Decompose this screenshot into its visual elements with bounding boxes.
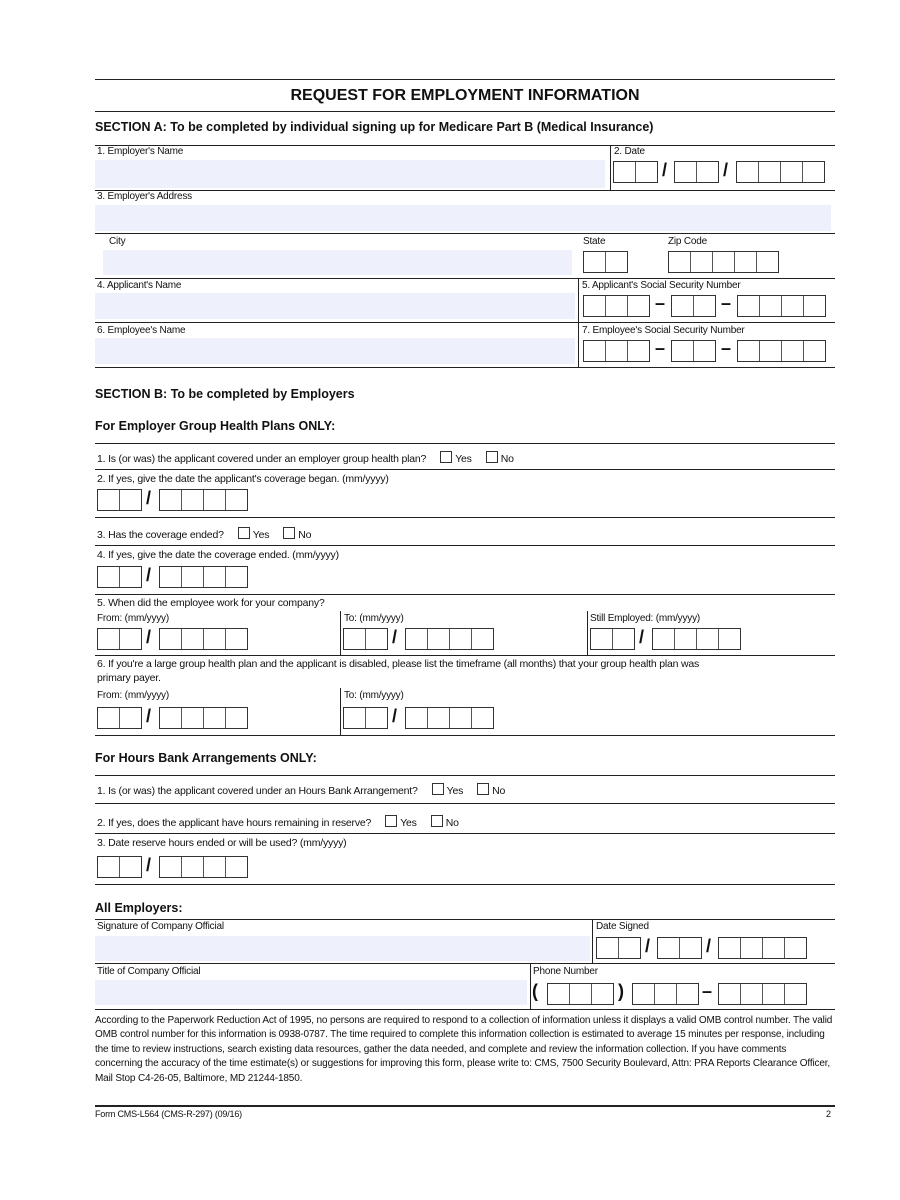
divider [95,655,835,656]
question-6-line1: 6. If you're a large group health plan and the applicant is disabled, please list the timeframe (all months) that your group health plan was [97,658,700,670]
divider [95,190,835,191]
digit-box[interactable] [719,984,741,1004]
digit-box[interactable] [160,708,182,728]
no-checkbox[interactable] [431,815,443,827]
digit-box[interactable] [669,252,691,272]
digit-box[interactable] [98,567,120,587]
applicant-ssn-part2[interactable] [671,295,716,317]
work-to-year[interactable] [405,628,494,650]
employee-name-label: 6. Employee's Name [97,325,186,336]
digit-box[interactable] [98,629,120,649]
page-title: REQUEST FOR EMPLOYMENT INFORMATION [290,87,640,104]
slash: / [392,706,398,726]
digit-box[interactable] [655,984,677,1004]
from-label: From: (mm/yyyy) [97,613,169,624]
primary-to-year[interactable] [405,707,494,729]
digit-box[interactable] [450,629,472,649]
digit-box[interactable] [719,629,740,649]
phone-line[interactable] [718,983,807,1005]
digit-box[interactable] [737,162,759,182]
slash: / [706,936,712,956]
digit-box[interactable] [597,938,619,958]
date-day-boxes[interactable] [674,161,719,183]
digit-box[interactable] [204,629,226,649]
yes-checkbox[interactable] [385,815,397,827]
yes-label: Yes [400,817,417,829]
digit-box[interactable] [226,567,247,587]
signature-field[interactable] [95,936,590,961]
digit-box[interactable] [781,162,803,182]
digit-box[interactable] [366,708,387,728]
digit-box[interactable] [741,938,763,958]
digit-box[interactable] [760,296,782,316]
section-desc: To be completed by Employers [170,387,355,401]
question-text: 1. Is (or was) the applicant covered under an employer group health plan? [97,453,427,465]
digit-box[interactable] [658,938,680,958]
primary-from-year[interactable] [159,707,248,729]
city-field[interactable] [103,250,572,275]
slash: / [146,627,152,647]
digit-box[interactable] [694,296,715,316]
employee-name-field[interactable] [95,338,575,364]
question-2: 2. If yes, give the date the applicant's coverage began. (mm/yyyy) [97,473,389,485]
digit-box[interactable] [226,708,247,728]
digit-box[interactable] [120,567,141,587]
digit-box[interactable] [182,629,204,649]
question-4: 4. If yes, give the date the coverage ended. (mm/yyyy) [97,549,339,561]
digit-box[interactable] [120,857,141,877]
state-label: State [583,236,606,247]
yes-checkbox[interactable] [440,451,452,463]
digit-box[interactable] [98,857,120,877]
all-employers-heading: All Employers: [95,901,183,915]
to-label: To: (mm/yyyy) [344,613,404,624]
question-text: 1. Is (or was) the applicant covered under an Hours Bank Arrangement? [97,785,418,797]
digit-box[interactable] [675,162,697,182]
employer-name-label: 1. Employer's Name [97,146,184,157]
digit-box[interactable] [472,629,493,649]
digit-box[interactable] [619,938,640,958]
applicant-ssn-label: 5. Applicant's Social Security Number [582,280,741,291]
digit-box[interactable] [680,938,701,958]
date-signed-label: Date Signed [596,921,649,932]
digit-box[interactable] [406,708,428,728]
title-official-field[interactable] [95,980,527,1005]
employee-ssn-label: 7. Employee's Social Security Number [582,325,745,336]
date-year-boxes[interactable] [736,161,825,183]
digit-box[interactable] [636,162,657,182]
slash: / [146,565,152,585]
digit-box[interactable] [697,629,719,649]
work-from-month[interactable] [97,628,142,650]
digit-box[interactable] [570,984,592,1004]
divider [95,322,835,323]
no-label: No [298,529,312,541]
digit-box[interactable] [182,708,204,728]
digit-box[interactable] [691,252,713,272]
digit-box[interactable] [738,296,760,316]
digit-box[interactable] [160,490,182,510]
digit-box[interactable] [344,629,366,649]
question-1 [97,451,514,465]
divider [95,775,835,776]
divider [95,545,835,546]
digit-box[interactable] [760,341,782,361]
divider [95,1105,835,1107]
digit-box[interactable] [472,708,493,728]
digit-box[interactable] [182,567,204,587]
applicant-ssn-part3[interactable] [737,295,826,317]
digit-box[interactable] [653,629,675,649]
divider [340,688,341,735]
digit-box[interactable] [628,341,649,361]
digit-box[interactable] [98,708,120,728]
divider [610,145,611,190]
dash: – [655,338,666,358]
employer-address-field[interactable] [95,205,831,231]
digit-box[interactable] [548,984,570,1004]
still-employed-year[interactable] [652,628,741,650]
employer-name-field[interactable] [95,160,605,188]
divider [592,919,593,963]
slash: / [392,627,398,647]
divider [95,517,835,518]
no-checkbox[interactable] [477,783,489,795]
city-label: City [109,236,126,247]
digit-box[interactable] [614,162,636,182]
divider [95,919,835,920]
digit-box[interactable] [226,629,247,649]
phone-area-code[interactable] [547,983,614,1005]
reserve-month[interactable] [97,856,142,878]
no-label: No [500,453,514,465]
divider [95,367,835,368]
section-a-heading [95,120,653,134]
primary-from-month[interactable] [97,707,142,729]
digit-box[interactable] [759,162,781,182]
digit-box[interactable] [182,490,204,510]
no-label: No [445,817,459,829]
phone-label: Phone Number [533,966,598,977]
digit-box[interactable] [160,857,182,877]
digit-box[interactable] [120,708,141,728]
digit-box[interactable] [677,984,698,1004]
hours-question-3: 3. Date reserve hours ended or will be used? (mm/yyyy) [97,837,347,849]
slash: / [146,488,152,508]
reserve-year[interactable] [159,856,248,878]
digit-box[interactable] [757,252,778,272]
zip-label: Zip Code [668,236,707,247]
digit-box[interactable] [763,984,785,1004]
digit-box[interactable] [406,629,428,649]
digit-box[interactable] [782,296,804,316]
coverage-ended-month[interactable] [97,566,142,588]
digit-box[interactable] [738,341,760,361]
divider [95,1009,835,1010]
page-number: 2 [826,1109,831,1119]
section-b-heading [95,387,355,401]
digit-box[interactable] [803,162,824,182]
slash: / [146,706,152,726]
date-signed-month[interactable] [596,937,641,959]
divider [95,884,835,885]
digit-box[interactable] [204,708,226,728]
primary-to-month[interactable] [343,707,388,729]
digit-box[interactable] [120,629,141,649]
digit-box[interactable] [697,162,718,182]
still-employed-month[interactable] [590,628,635,650]
from-label: From: (mm/yyyy) [97,690,169,701]
hours-question-1 [97,783,505,797]
applicant-name-field[interactable] [95,293,575,319]
digit-box[interactable] [450,708,472,728]
still-employed-label: Still Employed: (mm/yyyy) [590,613,701,624]
question-5: 5. When did the employee work for your company? [97,597,325,609]
divider [340,611,341,655]
digit-box[interactable] [344,708,366,728]
yes-label: Yes [252,529,270,541]
digit-box[interactable] [584,296,606,316]
question-3 [97,527,311,541]
digit-box[interactable] [204,857,226,877]
phone-prefix[interactable] [632,983,699,1005]
employer-address-label: 3. Employer's Address [97,191,192,202]
group-plans-heading: For Employer Group Health Plans ONLY: [95,419,336,433]
digit-box[interactable] [584,341,606,361]
divider [95,111,835,112]
divider [95,833,835,834]
digit-box[interactable] [735,252,757,272]
dash: – [721,293,732,313]
state-boxes[interactable] [583,251,628,273]
digit-box[interactable] [428,708,450,728]
question-text: 2. If yes, does the applicant have hours remaining in reserve? [97,817,372,829]
coverage-began-year[interactable] [159,489,248,511]
digit-box[interactable] [226,490,247,510]
digit-box[interactable] [226,857,247,877]
digit-box[interactable] [606,252,627,272]
digit-box[interactable] [628,296,649,316]
digit-box[interactable] [584,252,606,272]
divider [95,443,835,444]
title-official-label: Title of Company Official [97,966,201,977]
yes-checkbox[interactable] [432,783,444,795]
divider [95,278,835,279]
digit-box[interactable] [672,341,694,361]
divider [95,145,835,146]
digit-box[interactable] [763,938,785,958]
section-desc: To be completed by individual signing up for Medicare Part B (Medical Insurance) [170,120,654,134]
no-checkbox[interactable] [283,527,295,539]
slash: / [662,160,668,180]
digit-box[interactable] [719,938,741,958]
digit-box[interactable] [204,490,226,510]
digit-box[interactable] [672,296,694,316]
divider [95,735,835,736]
divider [95,233,835,234]
work-from-year[interactable] [159,628,248,650]
divider [95,963,835,964]
signature-label: Signature of Company Official [97,921,224,932]
digit-box[interactable] [606,341,628,361]
digit-box[interactable] [606,296,628,316]
dash: – [721,338,732,358]
digit-box[interactable] [804,296,825,316]
digit-box[interactable] [204,567,226,587]
open-paren: ( [532,981,538,1001]
yes-label: Yes [446,785,464,797]
question-6-line2: primary payer. [97,672,161,684]
no-checkbox[interactable] [486,451,498,463]
divider [95,469,835,470]
divider [587,611,588,655]
digit-box[interactable] [741,984,763,1004]
dash: – [702,981,713,1001]
divider [95,594,835,595]
digit-box[interactable] [160,629,182,649]
paperwork-disclaimer: According to the Paperwork Reduction Act of 1995, no persons are required to respond to a collection of information unless it displays a valid OMB control number. The valid OMB control number for this information is 0938-0787. The time required to complete this information collection is estimated to average 15 minutes per response, including the time to review instructions, search existing data resources, gather the data needed, and complete and review the information collection. If you have comments concerning the accuracy of the time estimate(s) or suggestions for improving this form, please write to: CMS, 7500 Security Boulevard, Attn: PRA Reports Clearance Officer, Mail Stop C4-26-05, Baltimore, MD 21244-1850. [95,1015,833,1084]
digit-box[interactable] [785,938,806,958]
section-label: SECTION A: [95,120,167,134]
question-text: 3. Has the coverage ended? [97,529,224,541]
divider [95,79,835,80]
to-label: To: (mm/yyyy) [344,690,404,701]
digit-box[interactable] [120,490,141,510]
digit-box[interactable] [613,629,634,649]
digit-box[interactable] [366,629,387,649]
dash: – [655,293,666,313]
coverage-began-month[interactable] [97,489,142,511]
divider [95,803,835,804]
digit-box[interactable] [160,567,182,587]
slash: / [639,627,645,647]
digit-box[interactable] [633,984,655,1004]
digit-box[interactable] [785,984,806,1004]
digit-box[interactable] [592,984,613,1004]
zip-boxes[interactable] [668,251,779,273]
digit-box[interactable] [98,490,120,510]
date-label: 2. Date [614,146,645,157]
employee-ssn-part1[interactable] [583,340,650,362]
digit-box[interactable] [675,629,697,649]
no-label: No [492,785,506,797]
yes-checkbox[interactable] [238,527,250,539]
close-paren: ) [618,981,624,1001]
employee-ssn-part2[interactable] [671,340,716,362]
digit-box[interactable] [804,341,825,361]
digit-box[interactable] [591,629,613,649]
divider [530,963,531,1009]
form-id: Form CMS-L564 (CMS-R-297) (09/16) [95,1109,242,1119]
digit-box[interactable] [694,341,715,361]
slash: / [645,936,651,956]
digit-box[interactable] [428,629,450,649]
digit-box[interactable] [182,857,204,877]
digit-box[interactable] [713,252,735,272]
coverage-ended-year[interactable] [159,566,248,588]
date-signed-day[interactable] [657,937,702,959]
yes-label: Yes [455,453,472,465]
applicant-name-label: 4. Applicant's Name [97,280,182,291]
hours-question-2 [97,815,459,829]
hours-bank-heading: For Hours Bank Arrangements ONLY: [95,751,317,765]
date-month-boxes[interactable] [613,161,658,183]
section-label: SECTION B: [95,387,168,401]
work-to-month[interactable] [343,628,388,650]
date-signed-year[interactable] [718,937,807,959]
slash: / [146,855,152,875]
applicant-ssn-part1[interactable] [583,295,650,317]
digit-box[interactable] [782,341,804,361]
slash: / [723,160,729,180]
employee-ssn-part3[interactable] [737,340,826,362]
